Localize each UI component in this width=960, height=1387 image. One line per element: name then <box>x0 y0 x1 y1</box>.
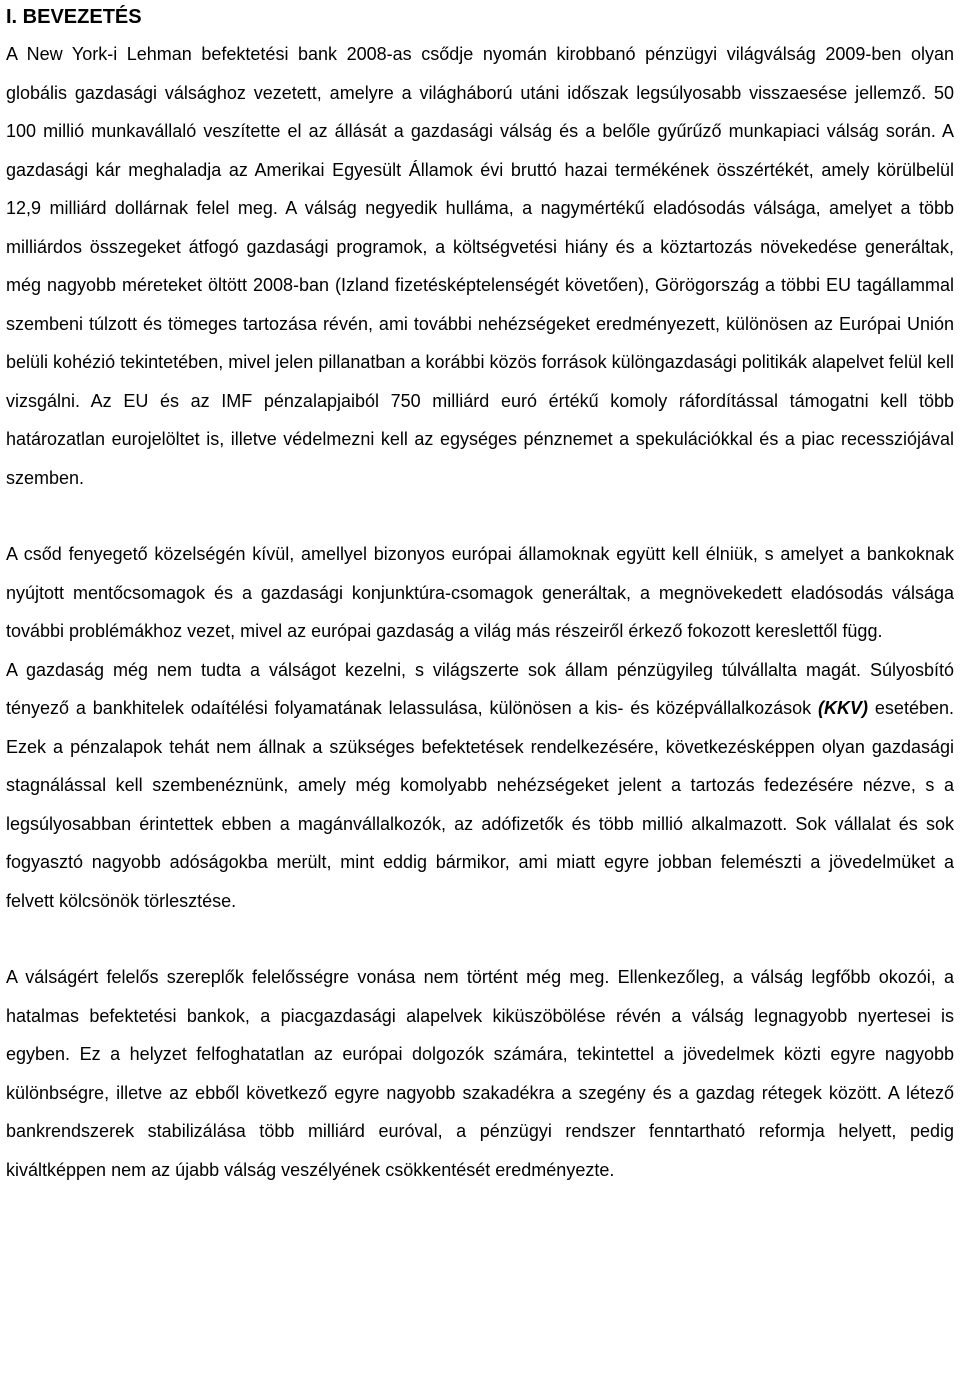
kkv-emphasis: (KKV) <box>818 698 869 718</box>
paragraph-3 <box>6 651 954 921</box>
paragraph-2: A csőd fenyegető közelségén kívül, amellyel bizonyos európai államoknak együtt kell élniük, s amelyet a bankoknak nyújtott mentőcsomagok és a gazdasági konjunktúra-csomagok generáltak, a megnövekedett eladósodás válsága további problémákhoz vezet, mivel az európai gazdaság a világ más részeiről érkező fokozott kereslettől függ. <box>6 544 954 641</box>
paragraph-1: A New York-i Lehman befektetési bank 2008-as csődje nyomán kirobbanó pénzügyi világválság 2009-ben olyan globális gazdasági válsághoz vezetett, amelyre a világháború utáni időszak legsúlyosabb visszaesése jellemző. 50 100 millió munkavállaló veszítette el az állását a gazdasági válság és a belőle gyűrűző munkapiaci válság során. A gazdasági kár meghaladja az Amerikai Egyesült Államok évi bruttó hazai termékének összértékét, amely körülbelül 12,9 milliárd dollárnak felel meg. A válság negyedik hulláma, a nagymértékű eladósodás válsága, amelyet a több milliárdos összegeket átfogó gazdasági programok, a költségvetési hiány és a köztartozás növekedése generáltak, még nagyobb méreteket öltött 2008-ban (Izland fizetésképtelenségét követően), Görögország a többi EU tagállammal szembeni túlzott és tömeges tartozása révén, ami további nehézségeket eredményezett, különösen az Európai Unión belüli kohézió tekintetében, mivel jelen pillanatban a korábbi közös források különgazdasági politikák alapelvet felül kell vizsgálni. Az EU és az IMF pénzalapjaiból 750 milliárd euró értékű komoly ráfordítással támogatni kell több határozatlan eurojelöltet is, illetve védelmezni kell az egységes pénznemet a spekulációkkal és a piac recessziójával szemben. <box>6 44 954 488</box>
paragraph-3-text-after: esetében. Ezek a pénzalapok tehát nem állnak a szükséges befektetések rendelkezésére, következésképpen olyan gazdasági stagnálással kell szembenéznünk, amely még komolyabb nehézségeket jelent a tartozás fedezésére nézve, s a legsúlyosabban érintettek ebben a magánvállalkozók, az adófizetők és több millió alkalmazott. Sok vállalat és sok fogyasztó nagyobb adóságokba merült, mint eddig bármikor, ami miatt egyre jobban felemészti a jövedelmüket a felvett kölcsönök törlesztése. <box>6 698 954 911</box>
section-heading: I. BEVEZETÉS <box>6 6 142 28</box>
paragraph-3-text-before: A gazdaság még nem tudta a válságot kezelni, s világszerte sok állam pénzügyileg túlvállalta magát. Súlyosbító tényező a bankhitelek odaítélési folyamatának lelassulása, különösen a kis- és középvállalkozások <box>6 659 954 718</box>
paragraph-4: A válságért felelős szereplők felelősségre vonása nem történt még meg. Ellenkezőleg, a válság legfőbb okozói, a hatalmas befektetési bankok, a piacgazdasági alapelvek kiküszöbölése révén a válság legnagyobb nyertesei is egyben. Ez a helyzet felfoghatatlan az európai dolgozók számára, tekintettel a jövedelmek közti egyre nagyobb különbségre, illetve az ebből következő egyre nagyobb szakadékra a szegény és a gazdag rétegek között. A létező bankrendszerek stabilizálása több milliárd euróval, a pénzügyi rendszer fenntartható reformja helyett, pedig kiváltképpen nem az újabb válság veszélyének csökkentését eredményezte. <box>6 967 954 1180</box>
document-page <box>6 0 954 1189</box>
